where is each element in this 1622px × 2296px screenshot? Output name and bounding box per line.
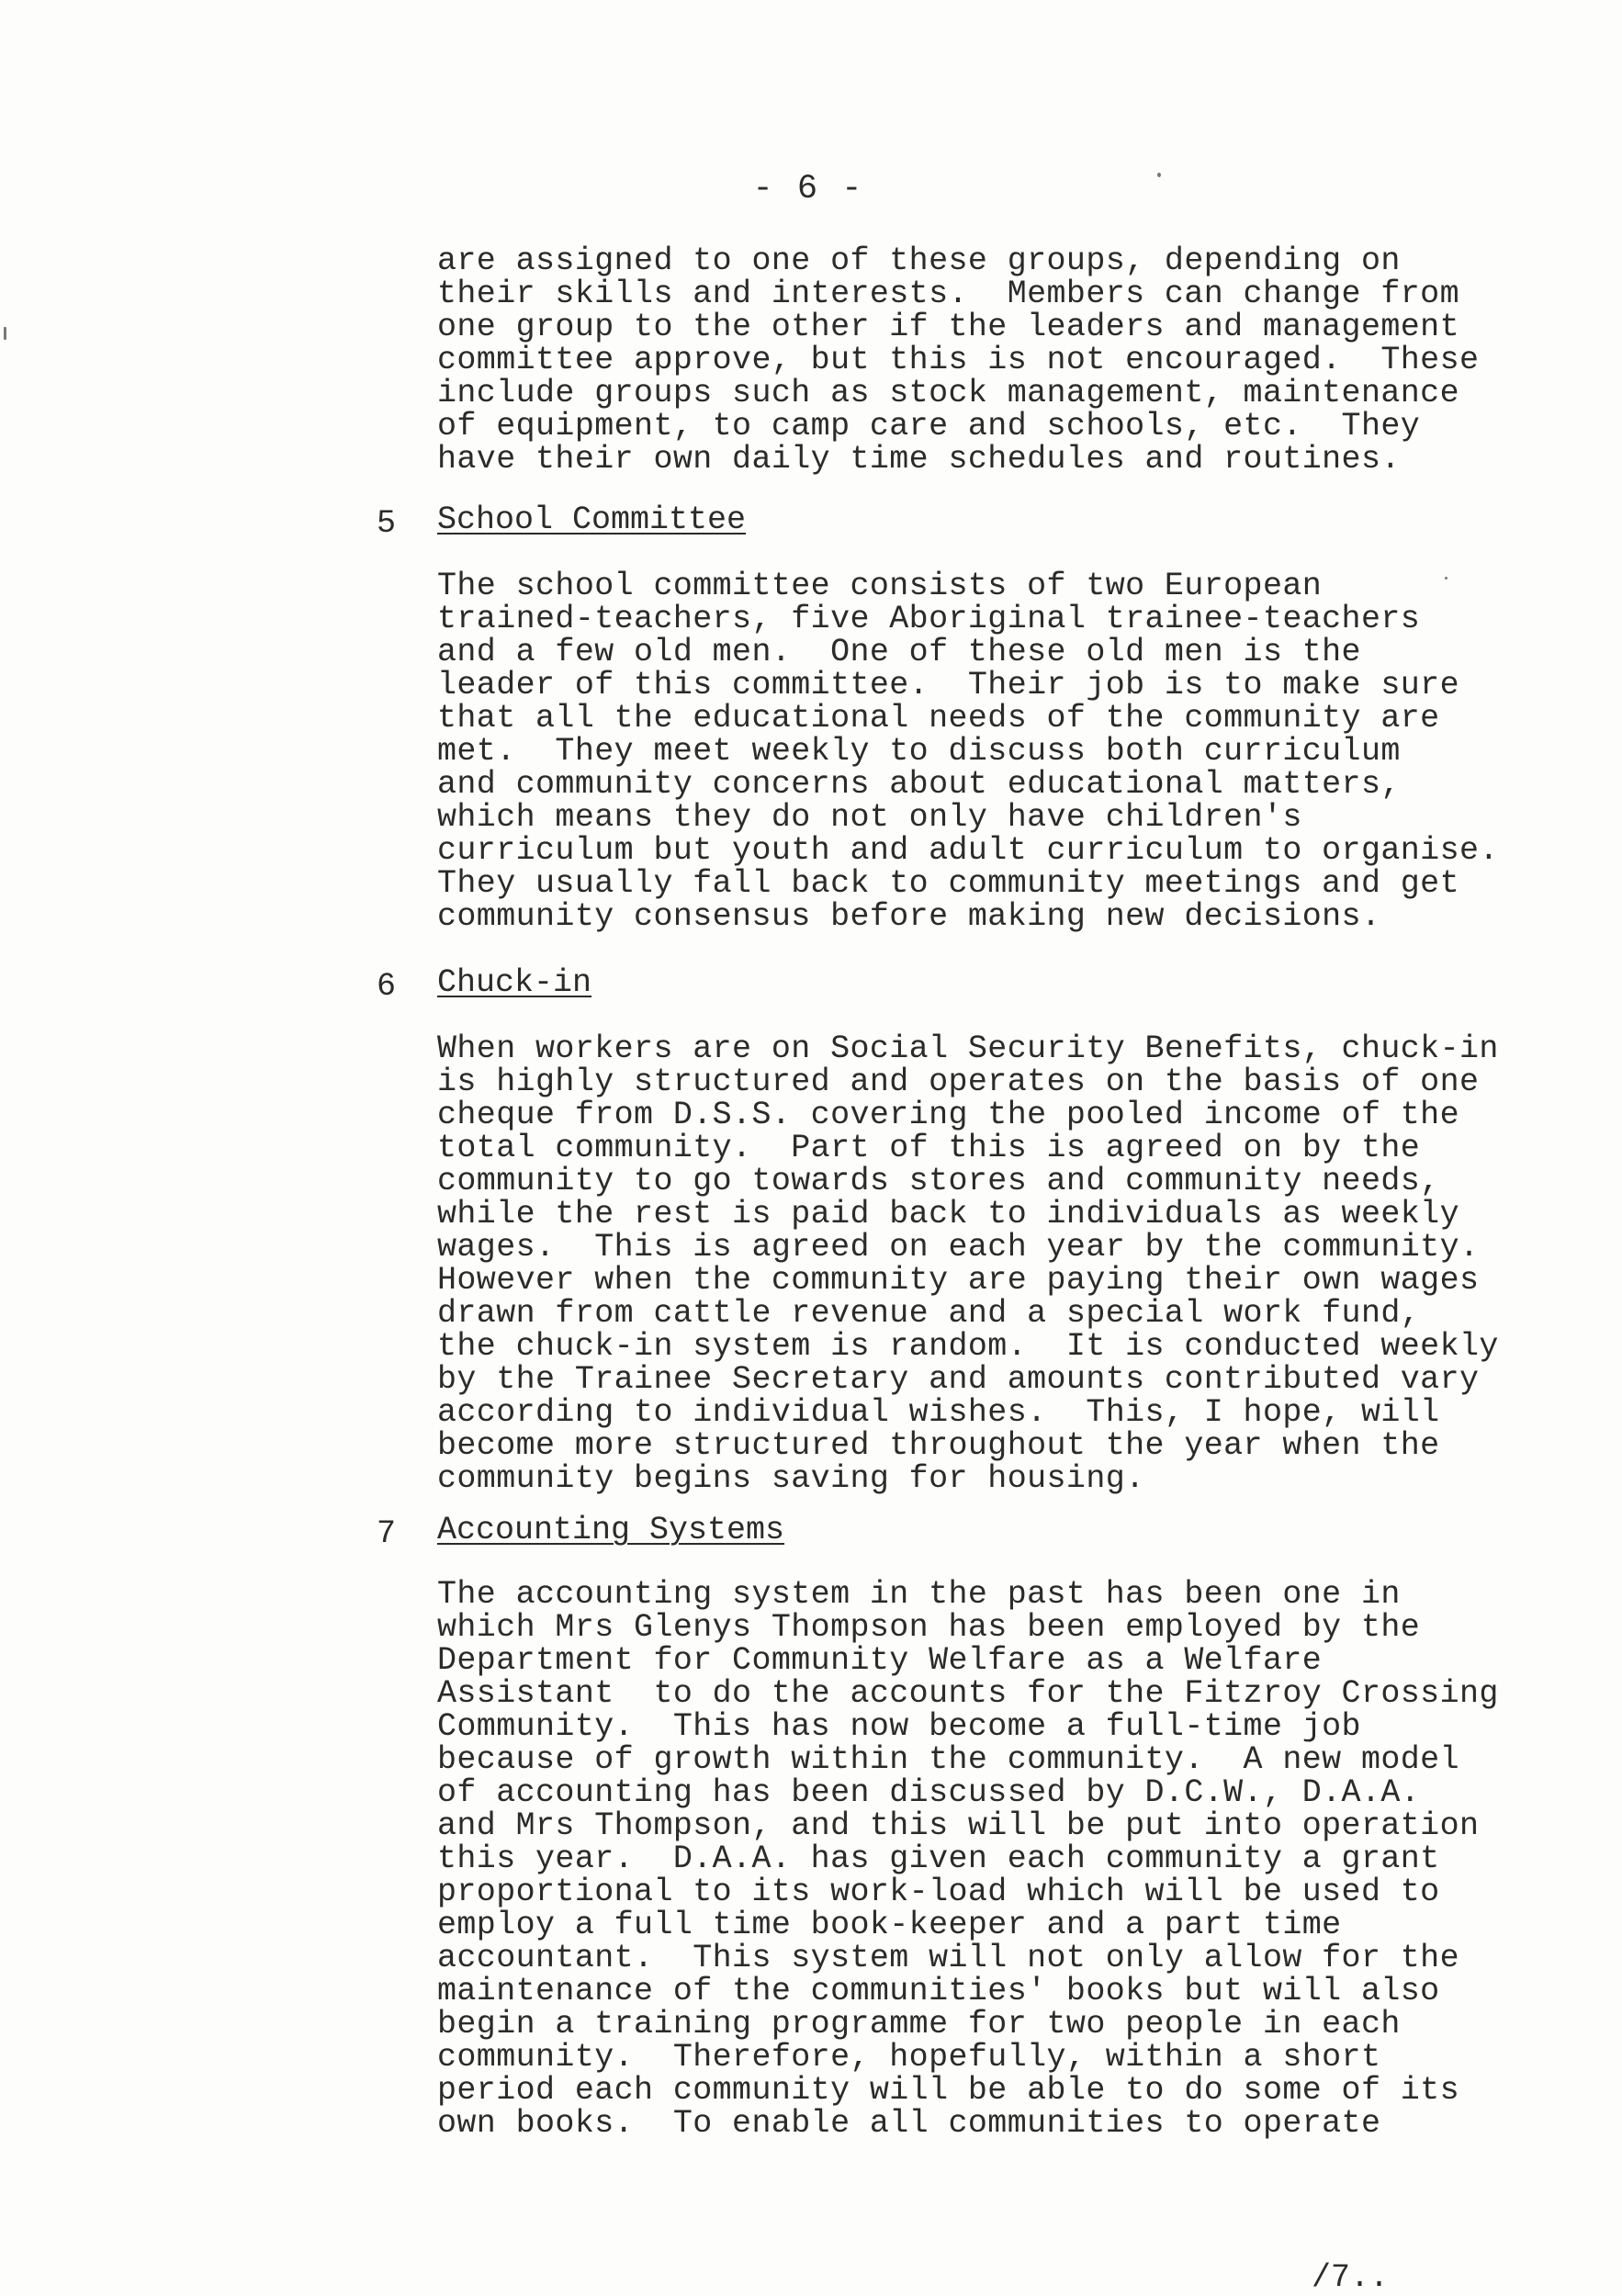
section-6-title: Chuck-in bbox=[437, 964, 592, 1001]
intro-paragraph: are assigned to one of these groups, depending on their skills and interests. Members can change from one group to the other if the leaders and management committee approve, but this is not encouraged. These include groups such as stock management, maintenance of equipment, to camp care and schools, etc. They have their own daily time schedules and routines. bbox=[437, 242, 1480, 478]
section-7-number: 7 bbox=[377, 1515, 397, 1552]
section-5-body: The school committee consists of two European trained-teachers, five Aboriginal trainee-teachers and a few old men. One of these old men is the leader of this committee. Their job is to make sure that all the educational needs of the community are met. They meet weekly to discuss both curriculum and community concerns about educational matters, which means they do not only have children's curriculum but youth and adult curriculum to organise. They usually fall back to community meetings and get community consensus before making new decisions. bbox=[437, 568, 1499, 935]
section-7-title: Accounting Systems bbox=[437, 1512, 785, 1548]
paper-speck bbox=[1445, 577, 1447, 580]
paper-speck bbox=[4, 327, 6, 340]
section-7-body: The accounting system in the past has been one in which Mrs Glenys Thompson has been employed by the Department for Community Welfare as a Welfare Assistant to do the accounts for the Fitzroy Crossing Community. This has now become a full-time job because of growth within the community. A new model of accounting has been discussed by D.C.W., D.A.A. and Mrs Thompson, and this will be put into operation this year. D.A.A. has given each community a grant proportional to its work-load which will be used to employ a full time book-keeper and a part time accountant. This system will not only allow for the maintenance of the communities' books but will also begin a training programme for two people in each community. Therefore, hopefully, within a short period each community will be able to do some of its own books. To enable all communities to operate bbox=[437, 1576, 1499, 2142]
page-number: - 6 - bbox=[752, 170, 864, 208]
section-5-number: 5 bbox=[377, 505, 397, 542]
section-6-number: 6 bbox=[377, 968, 397, 1005]
section-6-body: When workers are on Social Security Benefits, chuck-in is highly structured and operates on the basis of one cheque from D.S.S. covering the pooled income of the total community. Part of this is agreed on by the community to go towards stores and community needs, while the rest is paid back to individuals as weekly wages. This is agreed on each year by the community. However when the community are paying their own wages drawn from cattle revenue and a special work fund, the chuck-in system is random. It is conducted weekly by the Trainee Secretary and amounts contributed vary according to individual wishes. This, I hope, will become more structured throughout the year when the community begins saving for housing. bbox=[437, 1030, 1499, 1497]
section-5-title: School Committee bbox=[437, 501, 747, 538]
continuation-marker: /7.. bbox=[1312, 2259, 1390, 2296]
paper-speck bbox=[1157, 173, 1161, 177]
